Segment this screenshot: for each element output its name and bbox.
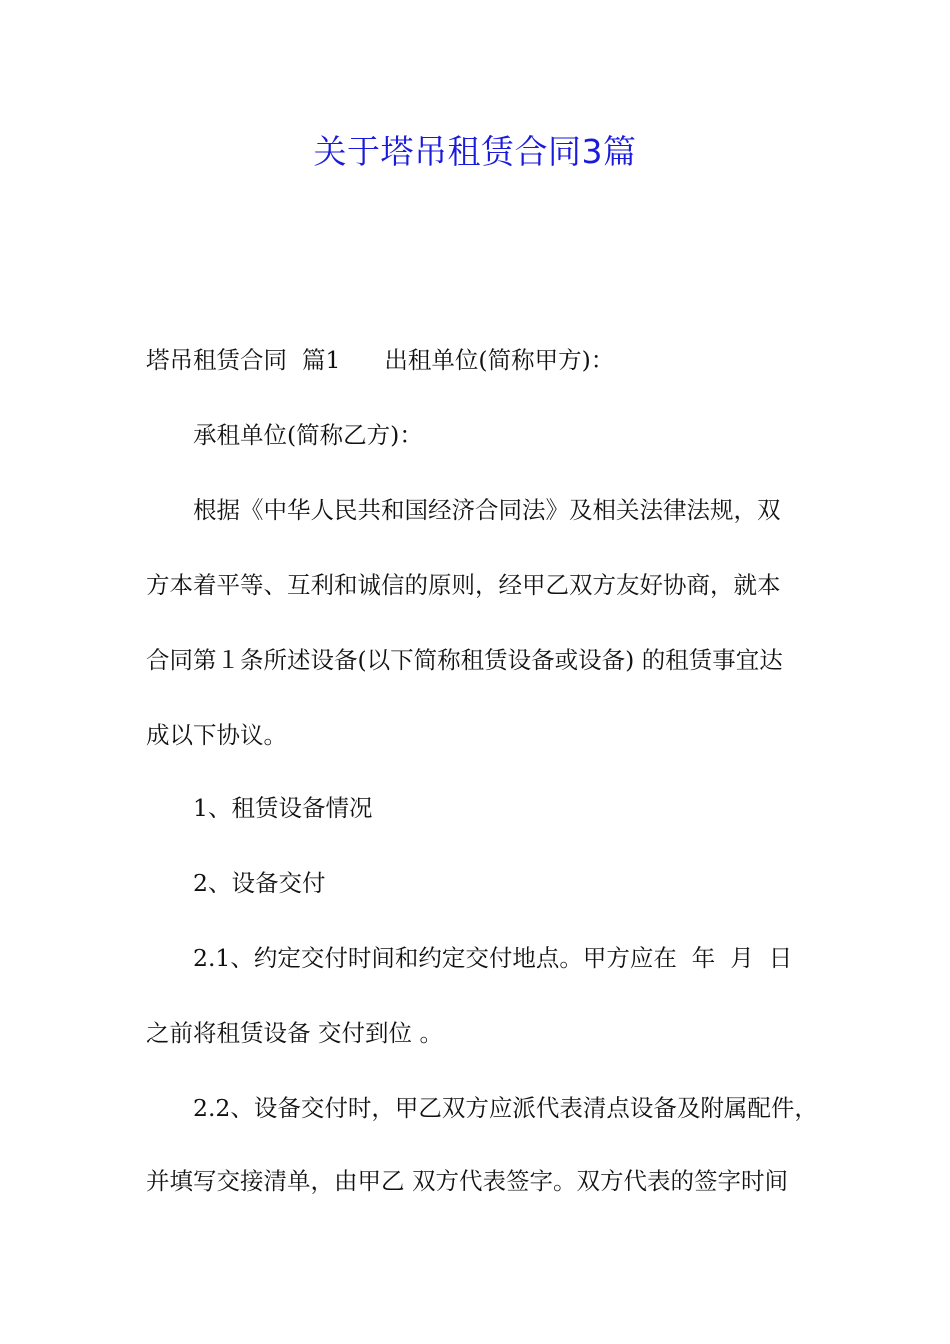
intro-line-1: 根据《中华人民共和国经济合同法》及相关法律法规，双 (193, 496, 781, 524)
intro-line-2: 方本着平等、互利和诚信的原则，经甲乙双方友好协商，就本 (146, 571, 781, 599)
lessee-field: 承租单位(简称乙方)： (193, 421, 423, 449)
item-2-1-line-1: 2.1、约定交付时间和约定交付地点。甲方应在 年 月 日 (193, 944, 793, 972)
section-header-line (146, 342, 614, 378)
document-title: 关于塔吊租赁合同3篇 (313, 132, 637, 171)
item-2-1-line-2: 之前将租赁设备 交付到位 。 (146, 1019, 443, 1047)
intro-line-4: 成以下协议。 (146, 721, 287, 749)
item-2-heading: 2、设备交付 (193, 869, 326, 897)
item-2-2-line-2: 并填写交接清单，由甲乙 双方代表签字。双方代表的签字时间 (146, 1167, 788, 1195)
item-1-heading: 1、租赁设备情况 (193, 794, 373, 822)
item-2-2-line-1: 2.2、设备交付时，甲乙双方应派代表清点设备及附属配件， (193, 1094, 818, 1122)
lessor-field: 出租单位(简称甲方)： (384, 346, 615, 374)
section-heading: 塔吊租赁合同 篇1 (146, 346, 341, 374)
intro-line-3: 合同第１条所述设备(以下简称租赁设备或设备) 的租赁事宜达 (146, 646, 783, 674)
